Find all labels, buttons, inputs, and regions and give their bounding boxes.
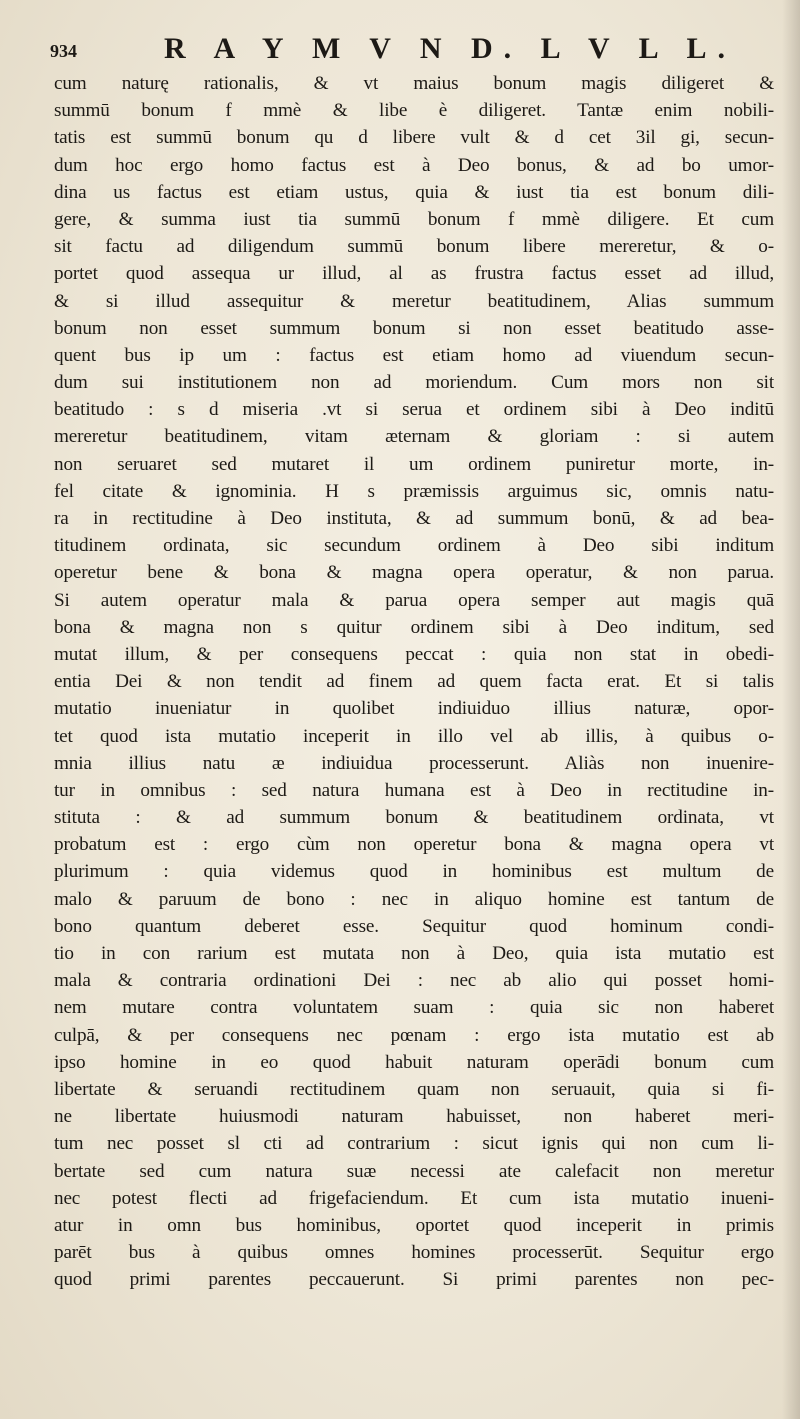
text-line: titudinem ordinata, sic secundum ordinem à Deo sibi inditum [54, 535, 774, 557]
text-line: tur in omnibus : sed natura humana est à Deo in rectitudine in- [54, 779, 774, 801]
page-edge-shadow [782, 0, 800, 1419]
text-line: ne libertate huiusmodi naturam habuisset, non haberet meri- [54, 1106, 774, 1128]
text-line: atur in omn bus hominibus, oportet quod inceperit in primis [54, 1214, 774, 1236]
text-line: libertate & seruandi rectitudinem quam non seruauit, quia si fi- [54, 1078, 774, 1100]
text-line: beatitudo : s d miseria .vt si serua et ordinem sibi à Deo inditū [54, 399, 774, 421]
text-line: ipso homine in eo quod habuit naturam operādi bonum cum [54, 1051, 774, 1073]
text-line: nec potest flecti ad frigefaciendum. Et cum ista mutatio inueni- [54, 1187, 774, 1209]
text-line: parēt bus à quibus omnes homines processerūt. Sequitur ergo [54, 1242, 774, 1264]
text-line: mnia illius natu æ indiuidua processerunt. Aliàs non inuenire- [54, 752, 774, 774]
text-line: tum nec posset sl cti ad contrarium : sicut ignis qui non cum li- [54, 1133, 774, 1155]
text-line: mutatio inueniatur in quolibet indiuiduo illius naturæ, opor- [54, 698, 774, 720]
text-line: dum hoc ergo homo factus est à Deo bonus, & ad bo umor- [54, 154, 774, 176]
text-line: tio in con rarium est mutata non à Deo, quia ista mutatio est [54, 943, 774, 964]
page-number: 934 [50, 41, 77, 61]
text-line: quod primi parentes peccauerunt. Si primi parentes non pec- [54, 1269, 774, 1291]
text-line: bona & magna non s quitur ordinem sibi à Deo inditum, sed [54, 616, 774, 638]
text-line: gere, & summa iust tia summū bonum f mmè diligere. Et cum [54, 208, 774, 230]
text-line: operetur bene & bona & magna opera operatur, & non parua. [54, 562, 774, 584]
page-header [44, 28, 764, 68]
text-line: & si illud assequitur & meretur beatitudinem, Alias summum [54, 290, 774, 312]
text-line: quent bus ip um : factus est etiam homo ad viuendum secun- [54, 344, 774, 366]
text-line: dum sui institutionem non ad moriendum. Cum mors non sit [54, 372, 774, 394]
text-line: portet quod assequa ur illud, al as frustra factus esset ad illud, [54, 263, 774, 285]
text-line: mala & contraria ordinationi Dei : nec ab alio qui posset homi- [54, 970, 774, 992]
text-line: Si autem operatur mala & parua opera semper aut magis quā [54, 589, 774, 611]
text-line: culpā, & per consequens nec pœnam : ergo ista mutatio est ab [54, 1024, 774, 1046]
text-line: cum naturę rationalis, & vt maius bonum magis diligeret & [54, 73, 774, 94]
text-line: summū bonum f mmè & libe è diligeret. Tantæ enim nobili- [54, 100, 774, 122]
text-line: tet quod ista mutatio inceperit in illo vel ab illis, à quibus o- [54, 725, 774, 747]
text-line: bertate sed cum natura suæ necessi ate calefacit non meretur [54, 1160, 774, 1182]
text-line: bonum non esset summum bonum si non esset beatitudo asse- [54, 317, 774, 339]
running-head: R A Y M V N D. L V L L. [164, 32, 736, 65]
text-line: stituta : & ad summum bonum & beatitudinem ordinata, vt [54, 807, 774, 829]
text-line: probatum est : ergo cùm non operetur bona & magna opera vt [54, 834, 774, 856]
text-line: fel citate & ignominia. H s præmissis arguimus sic, omnis natu- [54, 480, 774, 502]
text-line: tatis est summū bonum qu d libere vult & d cet 3il gi, secun- [54, 127, 774, 149]
text-line: bono quantum deberet esse. Sequitur quod hominum condi- [54, 915, 774, 937]
text-line: nem mutare contra voluntatem suam : quia sic non haberet [54, 997, 774, 1019]
text-line: entia Dei & non tendit ad finem ad quem facta erat. Et si talis [54, 671, 774, 693]
text-line: plurimum : quia videmus quod in hominibus est multum de [54, 861, 774, 883]
text-line: mereretur beatitudinem, vitam æternam & gloriam : si autem [54, 426, 774, 448]
text-line: ra in rectitudine à Deo instituta, & ad summum bonū, & ad bea- [54, 508, 774, 529]
text-line: mutat illum, & per consequens peccat : quia non stat in obedi- [54, 643, 774, 665]
text-line: sit factu ad diligendum summū bonum libere mereretur, & o- [54, 236, 774, 258]
text-line: malo & paruum de bono : nec in aliquo homine est tantum de [54, 888, 774, 910]
body-text [54, 70, 774, 1293]
text-line: non seruaret sed mutaret il um ordinem puniretur morte, in- [54, 453, 774, 475]
text-line: dina us factus est etiam ustus, quia & iust tia est bonum dili- [54, 181, 774, 203]
